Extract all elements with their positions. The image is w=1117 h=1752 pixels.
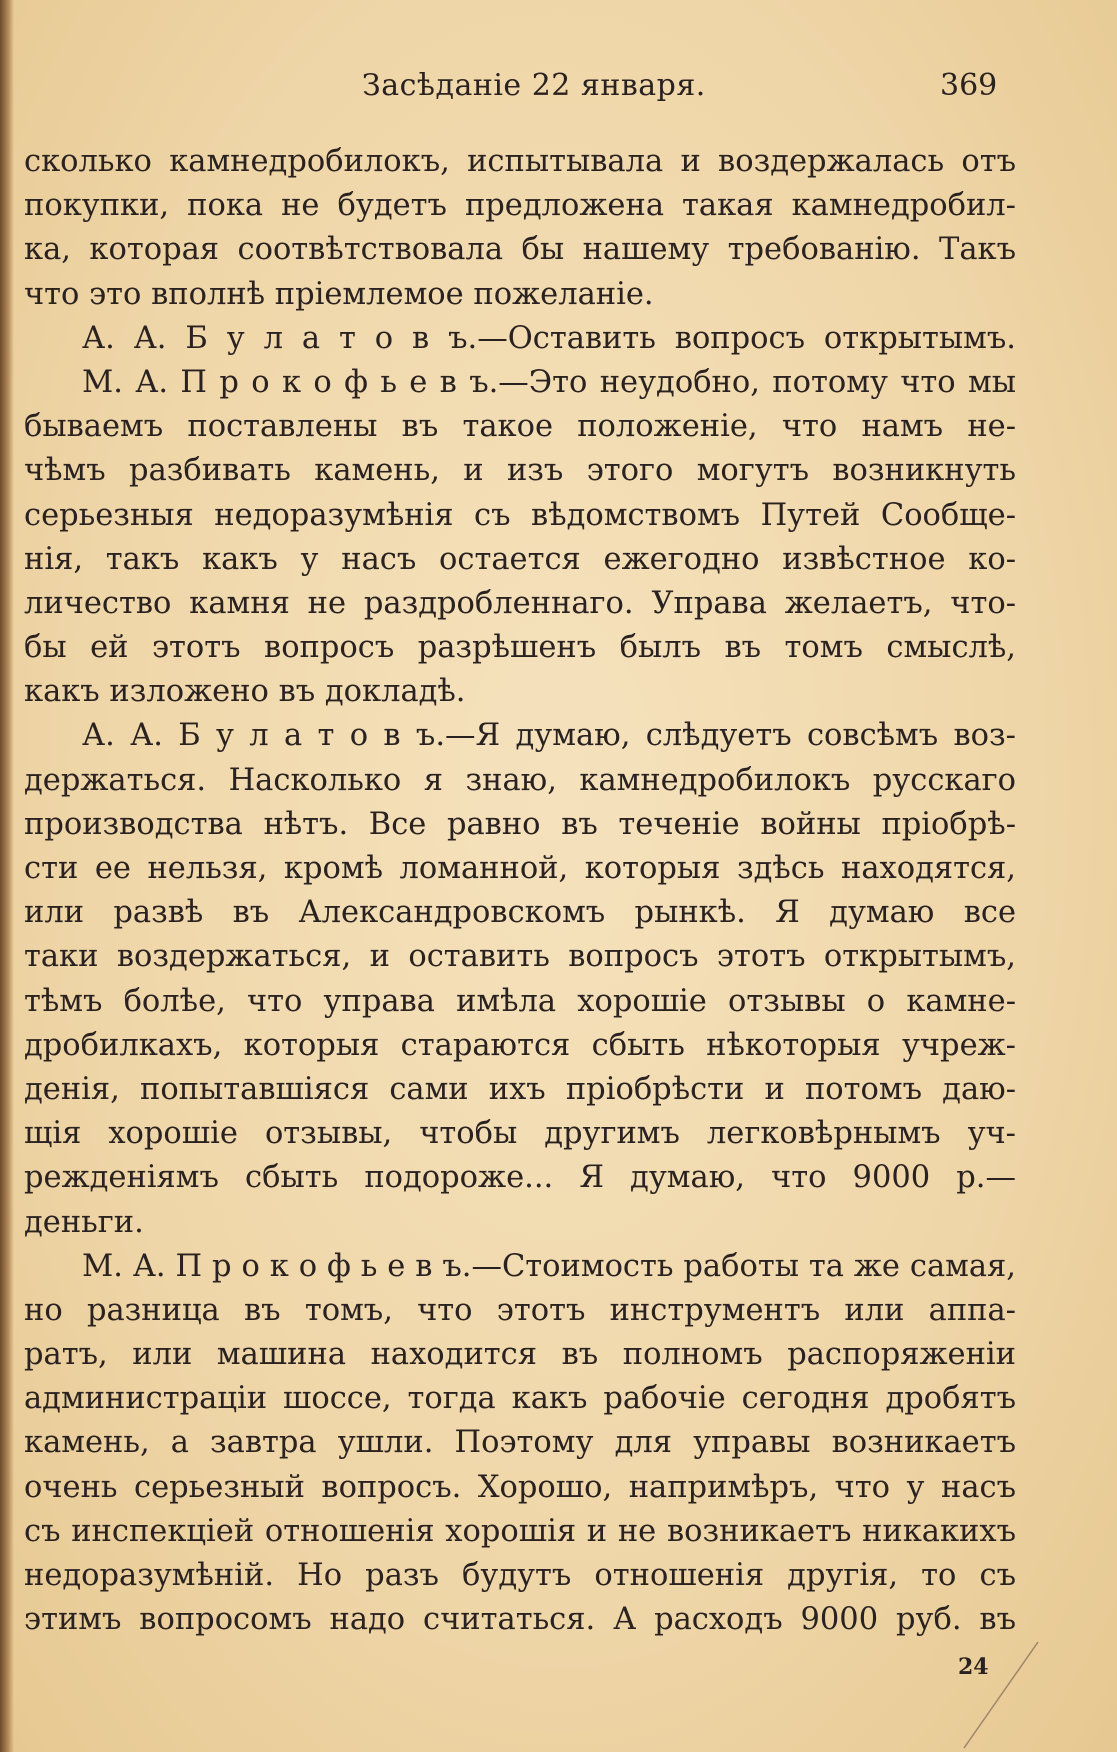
text-line: этимъ вопросомъ надо считаться. А расходъ 9000 руб. въ xyxy=(24,1602,1016,1638)
text-line: личество камня не раздробленнаго. Управа желаетъ, что- xyxy=(24,585,1016,621)
text-line: ратъ, или машина находится въ полномъ распоряженіи xyxy=(24,1337,1016,1373)
text-line: держаться. Насколько я знаю, камнедробилокъ русскаго xyxy=(24,762,1016,798)
text-line: но разница въ томъ, что этотъ инструментъ или аппа- xyxy=(24,1292,1016,1328)
text-line: сколько камнедробилокъ, испытывала и воздержалась отъ xyxy=(24,144,1016,179)
pencil-stroke xyxy=(960,1640,1040,1750)
text-line: бы ей этотъ вопросъ разрѣшенъ былъ въ томъ смыслѣ, xyxy=(24,630,1016,666)
text-line: покупки, пока не будетъ предложена такая камнедробил- xyxy=(24,188,1016,224)
page-binding-edge xyxy=(0,0,14,1752)
text-line: или развѣ въ Александровскомъ рынкѣ. Я думаю все xyxy=(24,895,1016,931)
text-line: администраціи шоссе, тогда какъ рабочіе сегодня дробятъ xyxy=(24,1381,1016,1417)
text-line: камень, а завтра ушли. Поэтому для управы возникаетъ xyxy=(24,1425,1016,1461)
text-line: производства нѣтъ. Все равно въ теченіе войны пріобрѣ- xyxy=(24,806,1016,842)
text-line: что это вполнѣ пріемлемое пожеланіе. xyxy=(24,276,654,312)
body-text xyxy=(24,140,1016,1642)
page-number: 369 xyxy=(940,68,998,103)
text-line: сти ее нельзя, кромѣ ломанной, которыя здѣсь находятся, xyxy=(24,851,1016,886)
text-line: щія хорошіе отзывы, чтобы другимъ легковѣрнымъ уч- xyxy=(24,1116,1016,1152)
text-line: нія, такъ какъ у насъ остается ежегодно извѣстное ко- xyxy=(24,541,1016,577)
text-line: бываемъ поставлены въ такое положеніе, что намъ не- xyxy=(24,409,1016,445)
text-line: недоразумѣній. Но разъ будутъ отношенія другія, то съ xyxy=(24,1558,1016,1593)
text-line: М. А. П р о к о ф ь е в ъ.—Это неудобно, потому что мы xyxy=(82,364,1016,400)
text-line: деньги. xyxy=(24,1204,144,1240)
text-line: дробилкахъ, которыя стараются сбыть нѣкоторыя учреж- xyxy=(24,1027,1016,1063)
signature-mark: 24 xyxy=(958,1654,989,1680)
text-line: режденіямъ сбыть подороже... Я думаю, что 9000 р.— xyxy=(24,1160,1016,1196)
text-line: А. А. Б у л а т о в ъ.—Я думаю, слѣдуетъ совсѣмъ воз- xyxy=(82,718,1016,754)
text-line: серьезныя недоразумѣнія съ вѣдомствомъ Путей Сообще- xyxy=(24,497,1016,533)
text-line: чѣмъ разбивать камень, и изъ этого могутъ возникнуть xyxy=(24,453,1016,489)
text-line: М. А. П р о к о ф ь е в ъ.—Стоимость работы та же самая, xyxy=(82,1248,1016,1284)
text-line: какъ изложено въ докладѣ. xyxy=(24,674,466,710)
text-line: А. А. Б у л а т о в ъ.—Оставить вопросъ открытымъ. xyxy=(82,320,1016,356)
running-header xyxy=(0,62,1117,112)
header-title: Засѣданіе 22 января. xyxy=(362,68,706,103)
text-line: очень серьезный вопросъ. Хорошо, напримѣръ, что у насъ xyxy=(24,1469,1016,1505)
text-line: тѣмъ болѣе, что управа имѣла хорошіе отзывы о камне- xyxy=(24,983,1016,1019)
text-line: денія, попытавшіяся сами ихъ пріобрѣсти и потомъ даю- xyxy=(24,1071,1016,1107)
text-line: ка, которая соотвѣтствовала бы нашему требованію. Такъ xyxy=(24,232,1016,268)
text-line: съ инспекціей отношенія хорошія и не возникаетъ никакихъ xyxy=(24,1513,1016,1549)
text-line: таки воздержаться, и оставить вопросъ этотъ открытымъ, xyxy=(24,939,1016,975)
